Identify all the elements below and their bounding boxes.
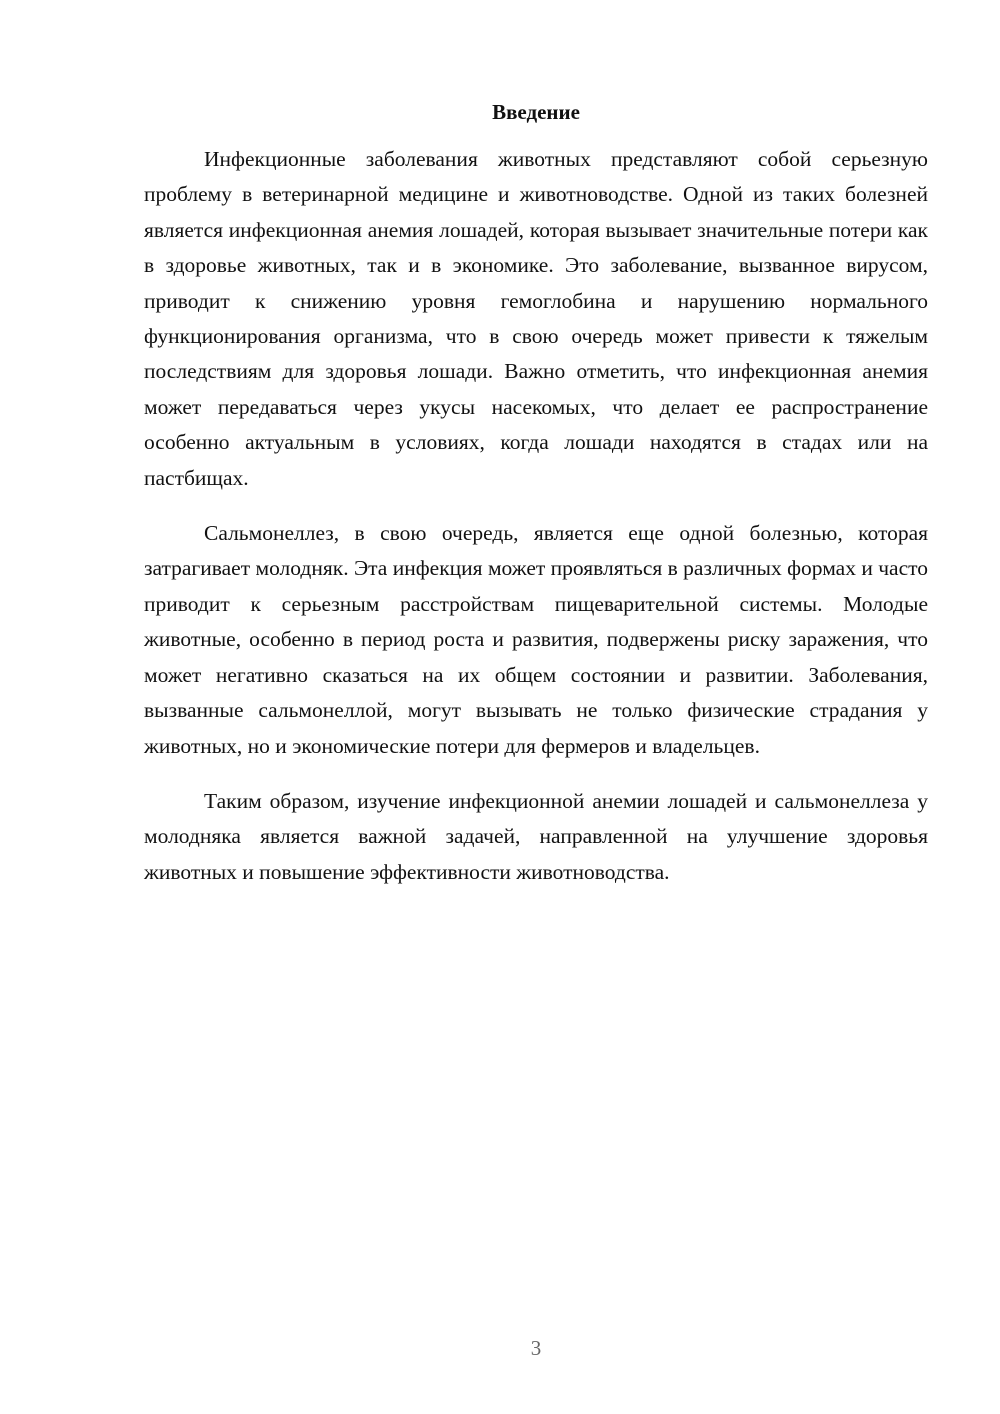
section-heading: Введение: [492, 100, 580, 124]
paragraph-2: Сальмонеллез, в свою очередь, является еще одной болезнью, которая затрагивает молодняк. Эта инфекция может проявляться в различных формах и часто приводит к серьезным расстройствам пищеварительной системы. Молодые животные, особенно в период роста и развития, подвержены риску заражения, что может негативно сказаться на их общем состоянии и развитии. Заболевания, вызванные сальмонеллой, могут вызывать не только физические страдания у животных, но и экономические потери для фермеров и владельцев.: [144, 521, 928, 758]
page-number: 3: [530, 1336, 542, 1360]
body-text: [144, 142, 928, 890]
paragraph-3: Таким образом, изучение инфекционной анемии лошадей и сальмонеллеза у молодняка является важной задачей, направленной на улучшение здоровья животных и повышение эффективности животноводства.: [144, 788, 928, 884]
paragraph-1: Инфекционные заболевания животных представляют собой серьезную проблему в ветеринарной медицине и животноводстве. Одной из таких болезней является инфекционная анемия лошадей, которая вызывает значительные потери как в здоровье животных, так и в экономике. Это заболевание, вызванное вирусом, приводит к снижению уровня гемоглобина и нарушению нормального функционирования организма, что в свою очередь может привести к тяжелым последствиям для здоровья лошади. Важно отметить, что инфекционная анемия может передаваться через укусы насекомых, что делает ее распространение особенно актуальным в условиях, когда лошади находятся в стадах или на пастбищах.: [144, 147, 928, 490]
